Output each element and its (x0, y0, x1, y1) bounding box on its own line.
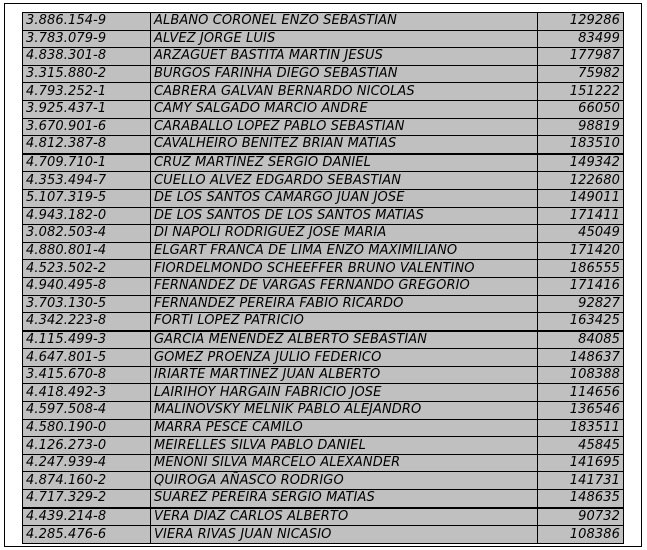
record-number-cell: 151222 (538, 83, 624, 101)
id-number-cell: 4.940.495-8 (23, 277, 151, 295)
id-number-cell: 3.925.437-1 (23, 100, 151, 118)
table-row (23, 242, 624, 260)
table-row (23, 30, 624, 48)
id-number-cell: 4.943.182-0 (23, 207, 151, 225)
table-row (23, 172, 624, 190)
id-number-cell: 4.247.939-4 (23, 454, 151, 472)
table-row (23, 384, 624, 402)
record-number-cell: 45049 (538, 225, 624, 243)
roster-table-body (23, 13, 624, 544)
table-row (23, 472, 624, 490)
record-number-cell: 171420 (538, 242, 624, 260)
full-name-cell: QUIROGA AÑASCO RODRIGO (151, 472, 538, 490)
full-name-cell: VIERA RIVAS JUAN NICASIO (151, 526, 538, 544)
id-number-cell: 4.597.508-4 (23, 402, 151, 420)
record-number-cell: 148635 (538, 490, 624, 508)
id-number-cell: 4.342.223-8 (23, 313, 151, 331)
full-name-cell: CUELLO ALVEZ EDGARDO SEBASTIAN (151, 172, 538, 190)
id-number-cell: 4.793.252-1 (23, 83, 151, 101)
full-name-cell: FIORDELMONDO SCHEEFFER BRUNO VALENTINO (151, 260, 538, 278)
full-name-cell: CRUZ MARTINEZ SERGIO DANIEL (151, 154, 538, 172)
id-number-cell: 4.812.387-8 (23, 136, 151, 154)
record-number-cell: 108386 (538, 526, 624, 544)
id-number-cell: 4.580.190-0 (23, 419, 151, 437)
full-name-cell: ALVEZ JORGE LUIS (151, 30, 538, 48)
record-number-cell: 114656 (538, 384, 624, 402)
id-number-cell: 3.082.503-4 (23, 225, 151, 243)
table-row (23, 508, 624, 526)
table-row (23, 189, 624, 207)
record-number-cell: 98819 (538, 118, 624, 136)
table-row (23, 260, 624, 278)
record-number-cell: 177987 (538, 48, 624, 66)
table-row (23, 490, 624, 508)
id-number-cell: 4.285.476-6 (23, 526, 151, 544)
table-row (23, 225, 624, 243)
record-number-cell: 75982 (538, 65, 624, 83)
table-row (23, 277, 624, 295)
table-row (23, 207, 624, 225)
table-row (23, 295, 624, 313)
full-name-cell: CAVALHEIRO BENITEZ BRIAN MATIAS (151, 136, 538, 154)
full-name-cell: ARZAGUET BASTITA MARTIN JESUS (151, 48, 538, 66)
table-row (23, 454, 624, 472)
full-name-cell: MEIRELLES SILVA PABLO DANIEL (151, 437, 538, 455)
table-row (23, 65, 624, 83)
full-name-cell: FORTI LOPEZ PATRICIO (151, 313, 538, 331)
record-number-cell: 122680 (538, 172, 624, 190)
id-number-cell: 4.115.499-3 (23, 331, 151, 349)
id-number-cell: 4.418.492-3 (23, 384, 151, 402)
full-name-cell: ALBANO CORONEL ENZO SEBASTIAN (151, 13, 538, 31)
full-name-cell: MENONI SILVA MARCELO ALEXANDER (151, 454, 538, 472)
id-number-cell: 3.783.079-9 (23, 30, 151, 48)
table-row (23, 402, 624, 420)
table-row (23, 83, 624, 101)
table-row (23, 48, 624, 66)
record-number-cell: 136546 (538, 402, 624, 420)
id-number-cell: 3.315.880-2 (23, 65, 151, 83)
roster-table (22, 12, 624, 544)
record-number-cell: 129286 (538, 13, 624, 31)
record-number-cell: 92827 (538, 295, 624, 313)
id-number-cell: 3.703.130-5 (23, 295, 151, 313)
record-number-cell: 183511 (538, 419, 624, 437)
table-row (23, 437, 624, 455)
full-name-cell: CAMY SALGADO MARCIO ANDRE (151, 100, 538, 118)
record-number-cell: 163425 (538, 313, 624, 331)
table-row (23, 526, 624, 544)
record-number-cell: 148637 (538, 349, 624, 367)
record-number-cell: 171416 (538, 277, 624, 295)
record-number-cell: 141695 (538, 454, 624, 472)
id-number-cell: 4.874.160-2 (23, 472, 151, 490)
table-row (23, 313, 624, 331)
id-number-cell: 5.107.319-5 (23, 189, 151, 207)
record-number-cell: 141731 (538, 472, 624, 490)
full-name-cell: MARRA PESCE CAMILO (151, 419, 538, 437)
record-number-cell: 149342 (538, 154, 624, 172)
full-name-cell: FERNANDEZ PEREIRA FABIO RICARDO (151, 295, 538, 313)
page-frame (4, 3, 642, 547)
table-row (23, 366, 624, 384)
full-name-cell: CARABALLO LOPEZ PABLO SEBASTIAN (151, 118, 538, 136)
full-name-cell: SUAREZ PEREIRA SERGIO MATIAS (151, 490, 538, 508)
id-number-cell: 4.838.301-8 (23, 48, 151, 66)
full-name-cell: DE LOS SANTOS DE LOS SANTOS MATIAS (151, 207, 538, 225)
record-number-cell: 108388 (538, 366, 624, 384)
full-name-cell: ELGART FRANCA DE LIMA ENZO MAXIMILIANO (151, 242, 538, 260)
record-number-cell: 171411 (538, 207, 624, 225)
record-number-cell: 83499 (538, 30, 624, 48)
id-number-cell: 4.126.273-0 (23, 437, 151, 455)
record-number-cell: 84085 (538, 331, 624, 349)
id-number-cell: 4.523.502-2 (23, 260, 151, 278)
id-number-cell: 4.880.801-4 (23, 242, 151, 260)
full-name-cell: DE LOS SANTOS CAMARGO JUAN JOSE (151, 189, 538, 207)
table-row (23, 136, 624, 154)
full-name-cell: GARCIA MENENDEZ ALBERTO SEBASTIAN (151, 331, 538, 349)
full-name-cell: MALINOVSKY MELNIK PABLO ALEJANDRO (151, 402, 538, 420)
full-name-cell: CABRERA GALVAN BERNARDO NICOLAS (151, 83, 538, 101)
record-number-cell: 186555 (538, 260, 624, 278)
record-number-cell: 149011 (538, 189, 624, 207)
id-number-cell: 3.886.154-9 (23, 13, 151, 31)
full-name-cell: GOMEZ PROENZA JULIO FEDERICO (151, 349, 538, 367)
record-number-cell: 66050 (538, 100, 624, 118)
id-number-cell: 4.709.710-1 (23, 154, 151, 172)
record-number-cell: 183510 (538, 136, 624, 154)
table-row (23, 349, 624, 367)
table-row (23, 154, 624, 172)
full-name-cell: BURGOS FARINHA DIEGO SEBASTIAN (151, 65, 538, 83)
id-number-cell: 4.647.801-5 (23, 349, 151, 367)
table-row (23, 419, 624, 437)
table-row (23, 331, 624, 349)
id-number-cell: 4.717.329-2 (23, 490, 151, 508)
id-number-cell: 4.439.214-8 (23, 508, 151, 526)
record-number-cell: 90732 (538, 508, 624, 526)
table-row (23, 118, 624, 136)
table-row (23, 100, 624, 118)
full-name-cell: VERA DIAZ CARLOS ALBERTO (151, 508, 538, 526)
id-number-cell: 4.353.494-7 (23, 172, 151, 190)
full-name-cell: DI NAPOLI RODRIGUEZ JOSE MARIA (151, 225, 538, 243)
id-number-cell: 3.670.901-6 (23, 118, 151, 136)
table-row (23, 13, 624, 31)
full-name-cell: LAIRIHOY HARGAIN FABRICIO JOSE (151, 384, 538, 402)
record-number-cell: 45845 (538, 437, 624, 455)
id-number-cell: 3.415.670-8 (23, 366, 151, 384)
full-name-cell: IRIARTE MARTINEZ JUAN ALBERTO (151, 366, 538, 384)
full-name-cell: FERNANDEZ DE VARGAS FERNANDO GREGORIO (151, 277, 538, 295)
